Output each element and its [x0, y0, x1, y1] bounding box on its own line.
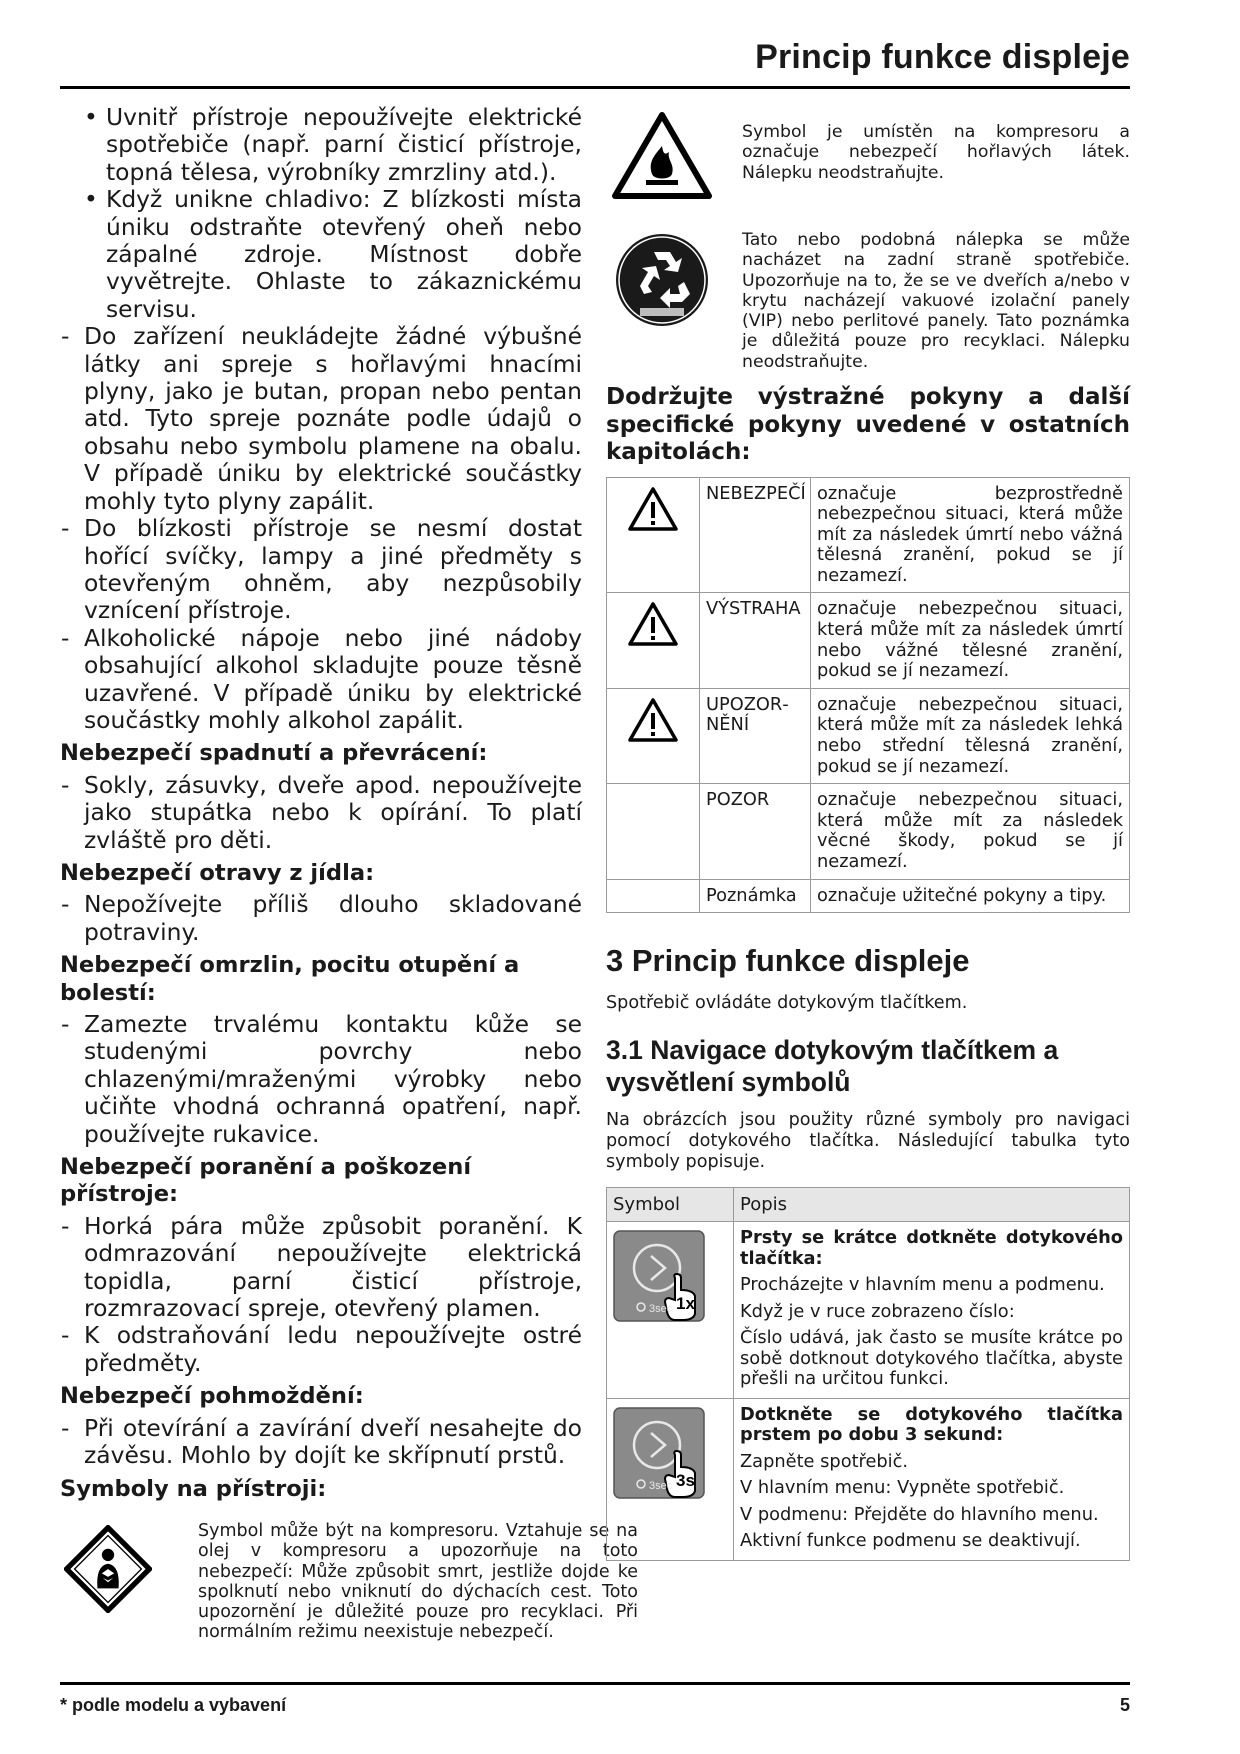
device-label: 3sec: [649, 1479, 673, 1492]
hazard-level: POZOR: [700, 784, 811, 879]
hazard-description: označuje nebezpečnou situaci, která může mít za následek lehká nebo střední tělesná zranění, pokud se jí nezamezí.: [811, 688, 1130, 783]
warning-icon: [627, 601, 679, 647]
warning-icon: [627, 697, 679, 743]
description-line: Zapněte spotřebič.: [740, 1450, 909, 1472]
list-item: - Do zařízení neukládejte žádné výbušné látky ani spreje s hořlavými hnacími plyny, jako je butan, propan nebo pentan atd. Tyto spreje poznáte podle údajů o obsahu nebo symbolu plamene na obalu. V případě úniku by elektrické součástky mohly tyto plyny zapálit.: [60, 323, 582, 515]
section-heading: Nebezpečí pohmoždění:: [60, 1383, 364, 1410]
section-3-1-text: Na obrázcích jsou použity různé symboly pro navigaci pomocí dotykového tlačítka. Následující tabulka tyto symboly popisuje.: [606, 1110, 1130, 1173]
page-footer: [60, 1682, 1130, 1725]
hazard-levels-table: [606, 477, 1130, 914]
table-row: [607, 784, 1130, 879]
flammable-symbol-row: [606, 122, 1130, 230]
hazard-description: označuje užitečné pokyny a tipy.: [811, 879, 1130, 913]
list-item: - Sokly, zásuvky, dveře apod. nepoužívejte jako stupátka nebo k opírání. To platí zvláště pro děti.: [60, 772, 582, 854]
touch-button-1x-symbol: [613, 1230, 705, 1322]
hazard-icon-cell: [607, 477, 700, 593]
description-title: Dotkněte se dotykového tlačítka prstem po dobu 3 sekund:: [740, 1403, 1123, 1446]
health-hazard-text: Symbol může být na kompresoru. Vztahuje se na olej v kompresoru a upozorňuje na toto nebezpečí: Může způsobit smrt, jestliže dojde ke spolknutí nebo vniknutí do dýchacích cest. Toto upozornění je důležité pouze pro recyklaci. Při normálním režimu neexistuje nebezpečí.: [198, 1520, 638, 1643]
section-heading: Nebezpečí poranění a poškození přístroje:: [60, 1154, 472, 1208]
section-heading: Nebezpečí otravy z jídla:: [60, 859, 375, 886]
section-3-1-title: 3.1 Navigace dotykovým tlačítkem a vysvětlení symbolů: [606, 1035, 1059, 1098]
recycle-text: Tato nebo podobná nálepka se může nacházet na zadní straně spotřebiče. Upozorňuje na to, že se ve dveřích a/nebo v krytu nacházejí vakuové izolační panely (VIP) nebo perlitové panely. Tato poznámka je důležitá pouze pro recyklaci. Nálepku neodstraňujte.: [742, 230, 1130, 372]
device-label: 3sec: [649, 1303, 673, 1316]
list-item: - Do blízkosti přístroje se nesmí dostat hořící svíčky, lampy a jiné předměty s otevřeným ohněm, aby nezpůsobily vznícení přístroje.: [60, 515, 582, 625]
health-hazard-symbol-row: [60, 1520, 638, 1671]
health-hazard-icon: [64, 1525, 152, 1613]
description-line: Aktivní funkce podmenu se deaktivují.: [740, 1530, 1081, 1552]
list-item: - Nepožívejte příliš dlouho skladované potraviny.: [60, 891, 582, 946]
page-number: 5: [1119, 1695, 1130, 1715]
recycle-symbol-row: [606, 230, 1130, 370]
description-cell: [734, 1398, 1130, 1560]
right-column: [606, 122, 1130, 1561]
table-row: [607, 477, 1130, 593]
list-item: • Když unikne chladivo: Z blízkosti místa úniku odstraňte otevřený oheň nebo zápalné zdroje. Místnost dobře vyvětrejte. Ohlaste to zákaznickému servisu.: [82, 186, 582, 323]
section-heading: Nebezpečí omrzlin, pocitu otupění a bolestí:: [60, 952, 520, 1006]
warning-icon: [627, 486, 679, 532]
hazard-level: Poznámka: [700, 879, 811, 913]
table-header-row: [607, 1188, 1130, 1222]
description-line: Číslo udává, jak často se musíte krátce po sobě dotknout dotykového tlačítka, abyste přešli na určitou funkci.: [740, 1327, 1123, 1390]
list-item: - Při otevírání a zavírání dveří nesahejte do závěsu. Mohlo by dojít ke skřípnutí prstů.: [60, 1415, 582, 1470]
section-heading: Nebezpečí spadnutí a převrácení:: [60, 740, 488, 767]
hazard-icon-cell: [607, 593, 700, 688]
hazard-description: označuje nebezpečnou situaci, která může mít za následek věcné škody, pokud se jí nezamezí.: [811, 784, 1130, 879]
column-header-description: Popis: [734, 1188, 1130, 1222]
page-header: [60, 30, 1130, 89]
hazard-level: VÝSTRAHA: [700, 593, 811, 688]
symbol-cell: [607, 1222, 734, 1399]
hazard-level: UPOZORNĚNÍ: [700, 688, 811, 783]
left-column: [60, 103, 638, 1671]
symbols-heading: Symboly na přístroji:: [60, 1475, 327, 1502]
hazard-description: označuje nebezpečnou situaci, která může mít za následek úmrtí nebo vážné tělesné zranění, pokud se jí nezamezí.: [811, 593, 1130, 688]
flammable-text: Symbol je umístěn na kompresoru a označuje nebezpečí hořlavých látek. Nálepku neodstraňujte.: [742, 122, 1130, 183]
recycle-icon: [612, 230, 712, 330]
hazard-icon-cell: [607, 784, 700, 879]
symbol-table: [606, 1187, 1130, 1561]
table-row: [607, 879, 1130, 913]
description-line: V hlavním menu: Vypněte spotřebič.: [740, 1477, 1065, 1499]
table-row: [607, 593, 1130, 688]
warnings-heading: Dodržujte výstražné pokyny a další specifické pokyny uvedené v ostatních kapitolách:: [606, 384, 1130, 465]
hazard-level: NEBEZPEČÍ: [700, 477, 811, 593]
footer-note: * podle modelu a vybavení: [60, 1695, 287, 1715]
touch-button-3s-symbol: [613, 1407, 705, 1499]
description-line: Když je v ruce zobrazeno číslo:: [740, 1300, 1015, 1322]
column-header-symbol: Symbol: [607, 1188, 734, 1222]
description-line: V podmenu: Přejděte do hlavního menu.: [740, 1503, 1099, 1525]
list-item: • Uvnitř přístroje nepoužívejte elektrické spotřebiče (např. parní čisticí přístroje, topná tělesa, výrobníky zmrzliny atd.).: [82, 104, 582, 186]
description-title: Prsty se krátce dotkněte dotykového tlačítka:: [740, 1227, 1123, 1269]
hazard-icon-cell: [607, 879, 700, 913]
table-row: [607, 1222, 1130, 1399]
flammable-icon: [612, 112, 712, 200]
description-line: Procházejte v hlavním menu a podmenu.: [740, 1274, 1105, 1296]
symbol-cell: [607, 1398, 734, 1560]
description-cell: [734, 1222, 1130, 1399]
table-row: [607, 1398, 1130, 1560]
section-3-text: Spotřebič ovládáte dotykovým tlačítkem.: [606, 993, 968, 1014]
touch-duration-badge: 3s: [676, 1470, 695, 1490]
touch-count-badge: 1x: [676, 1294, 695, 1314]
hazard-icon-cell: [607, 688, 700, 783]
list-item: - K odstraňování ledu nepoužívejte ostré předměty.: [60, 1322, 582, 1377]
hazard-description: označuje bezprostředně nebezpečnou situaci, která může mít za následek úmrtí nebo vážná tělesná zranění, pokud se jí nezamezí.: [811, 477, 1130, 593]
list-item: - Horká pára může způsobit poranění. K odmrazování nepoužívejte elektrická topidla, parní čisticí přístroje, rozmrazovací spreje, otevřený plamen.: [60, 1213, 582, 1323]
table-row: [607, 688, 1130, 783]
section-3-title: 3 Princip funkce displeje: [606, 943, 970, 979]
list-item: - Zamezte trvalému kontaktu kůže se studenými povrchy nebo chlazenými/mraženými výrobky nebo učiňte vhodná ochranná opatření, např. používejte rukavice.: [60, 1011, 582, 1148]
page-title: Princip funkce displeje: [755, 38, 1130, 76]
list-item: - Alkoholické nápoje nebo jiné nádoby obsahující alkohol skladujte pouze těsně uzavřené. V případě úniku by elektrické součástky mohly alkohol zapálit.: [60, 625, 582, 735]
